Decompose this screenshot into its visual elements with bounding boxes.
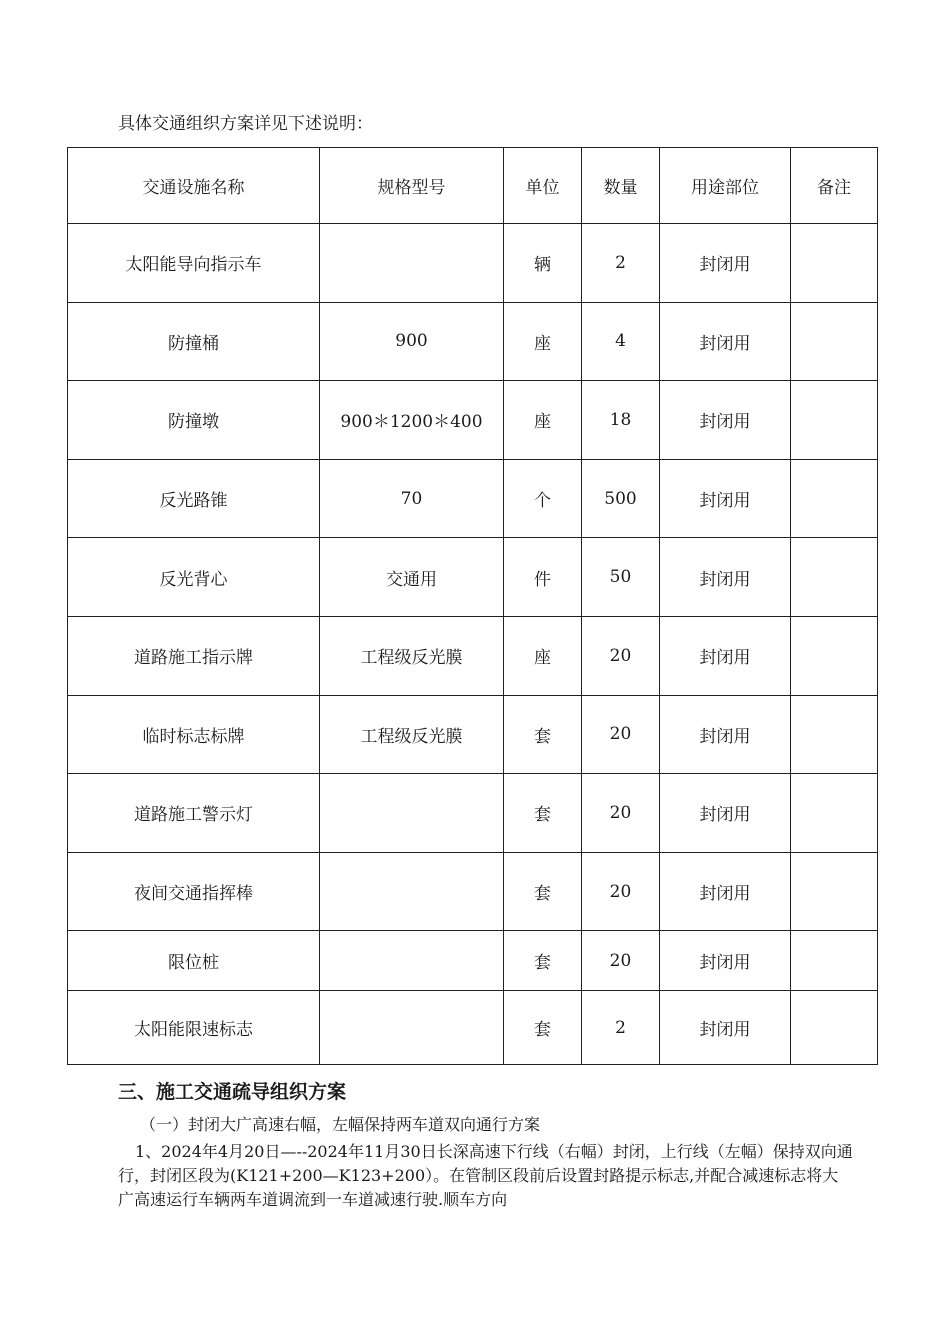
table-cell: 太阳能限速标志 — [68, 991, 320, 1065]
table-cell: 限位桩 — [68, 931, 320, 991]
table-cell: 套 — [504, 695, 582, 774]
table-cell: 20 — [582, 616, 660, 695]
table-cell: 封闭用 — [660, 616, 791, 695]
table-row — [68, 991, 878, 1065]
table-cell: 500 — [582, 459, 660, 538]
table-cell — [791, 459, 878, 538]
table-cell — [320, 774, 504, 853]
table-cell — [791, 224, 878, 303]
table-header-row — [68, 148, 878, 224]
table-cell: 20 — [582, 774, 660, 853]
header-cell: 备注 — [791, 148, 878, 224]
table-cell — [791, 695, 878, 774]
table-cell — [791, 774, 878, 853]
header-cell: 单位 — [504, 148, 582, 224]
table-cell: 道路施工指示牌 — [68, 616, 320, 695]
table-cell: 封闭用 — [660, 695, 791, 774]
traffic-facilities-table — [67, 147, 878, 1065]
table-row — [68, 538, 878, 617]
table-cell: 个 — [504, 459, 582, 538]
table-cell — [320, 931, 504, 991]
table-cell: 道路施工警示灯 — [68, 774, 320, 853]
table-row — [68, 774, 878, 853]
table-cell: 封闭用 — [660, 991, 791, 1065]
header-cell: 用途部位 — [660, 148, 791, 224]
table-cell: 2 — [582, 224, 660, 303]
table-cell: 工程级反光膜 — [320, 695, 504, 774]
table-row — [68, 381, 878, 460]
table-cell: 20 — [582, 931, 660, 991]
table-cell: 交通用 — [320, 538, 504, 617]
table-cell: 封闭用 — [660, 538, 791, 617]
table-cell: 座 — [504, 302, 582, 381]
table-cell — [320, 224, 504, 303]
table-row — [68, 852, 878, 931]
intro-text: 具体交通组织方案详见下述说明： — [118, 114, 373, 134]
table-cell: 封闭用 — [660, 852, 791, 931]
table-cell: 防撞墩 — [68, 381, 320, 460]
table-row — [68, 302, 878, 381]
table-cell: 套 — [504, 852, 582, 931]
table-cell: 封闭用 — [660, 459, 791, 538]
table-cell: 反光背心 — [68, 538, 320, 617]
table-row — [68, 224, 878, 303]
table-cell — [791, 302, 878, 381]
table-cell: 18 — [582, 381, 660, 460]
table-cell: 座 — [504, 616, 582, 695]
subsection-title: （一）封闭大广高速右幅，左幅保持两车道双向通行方案 — [140, 1115, 541, 1134]
table-cell: 辆 — [504, 224, 582, 303]
table-row — [68, 616, 878, 695]
body-paragraph: 1、2024年4月20日—--2024年11月30日长深高速下行线（右幅）封闭，上行线（左幅）保持双向通行，封闭区段为(K121+200—K123+200）。在管制区段前后设置封路提示标志,并配合减速标志将大广高速运行车辆两车道调流到一车道减速行驶.顺车方向 — [118, 1142, 853, 1209]
table-cell: 20 — [582, 695, 660, 774]
table-cell: 太阳能导向指示车 — [68, 224, 320, 303]
table-cell: 座 — [504, 381, 582, 460]
table-cell — [791, 991, 878, 1065]
table-cell — [791, 616, 878, 695]
table-cell: 4 — [582, 302, 660, 381]
header-cell: 数量 — [582, 148, 660, 224]
table-cell: 临时标志标牌 — [68, 695, 320, 774]
table-cell — [791, 931, 878, 991]
table-cell: 反光路锥 — [68, 459, 320, 538]
table-cell — [791, 538, 878, 617]
table-cell: 封闭用 — [660, 302, 791, 381]
table-cell: 20 — [582, 852, 660, 931]
table-cell: 900＊1200＊400 — [320, 381, 504, 460]
table-cell: 工程级反光膜 — [320, 616, 504, 695]
header-cell: 规格型号 — [320, 148, 504, 224]
table-cell: 件 — [504, 538, 582, 617]
table-cell: 封闭用 — [660, 931, 791, 991]
table-cell: 套 — [504, 931, 582, 991]
table-cell: 2 — [582, 991, 660, 1065]
section-heading: 三、施工交通疏导组织方案 — [118, 1081, 347, 1103]
table-cell: 封闭用 — [660, 224, 791, 303]
table-cell: 封闭用 — [660, 774, 791, 853]
table-cell — [320, 991, 504, 1065]
table-cell: 防撞桶 — [68, 302, 320, 381]
table-cell — [320, 852, 504, 931]
table-row — [68, 931, 878, 991]
table-cell: 封闭用 — [660, 381, 791, 460]
header-cell: 交通设施名称 — [68, 148, 320, 224]
table-cell: 70 — [320, 459, 504, 538]
table-cell — [791, 381, 878, 460]
table-row — [68, 695, 878, 774]
table-cell: 套 — [504, 991, 582, 1065]
table-cell: 夜间交通指挥棒 — [68, 852, 320, 931]
table-cell: 50 — [582, 538, 660, 617]
table-cell: 900 — [320, 302, 504, 381]
table-cell — [791, 852, 878, 931]
table-row — [68, 459, 878, 538]
table-cell: 套 — [504, 774, 582, 853]
